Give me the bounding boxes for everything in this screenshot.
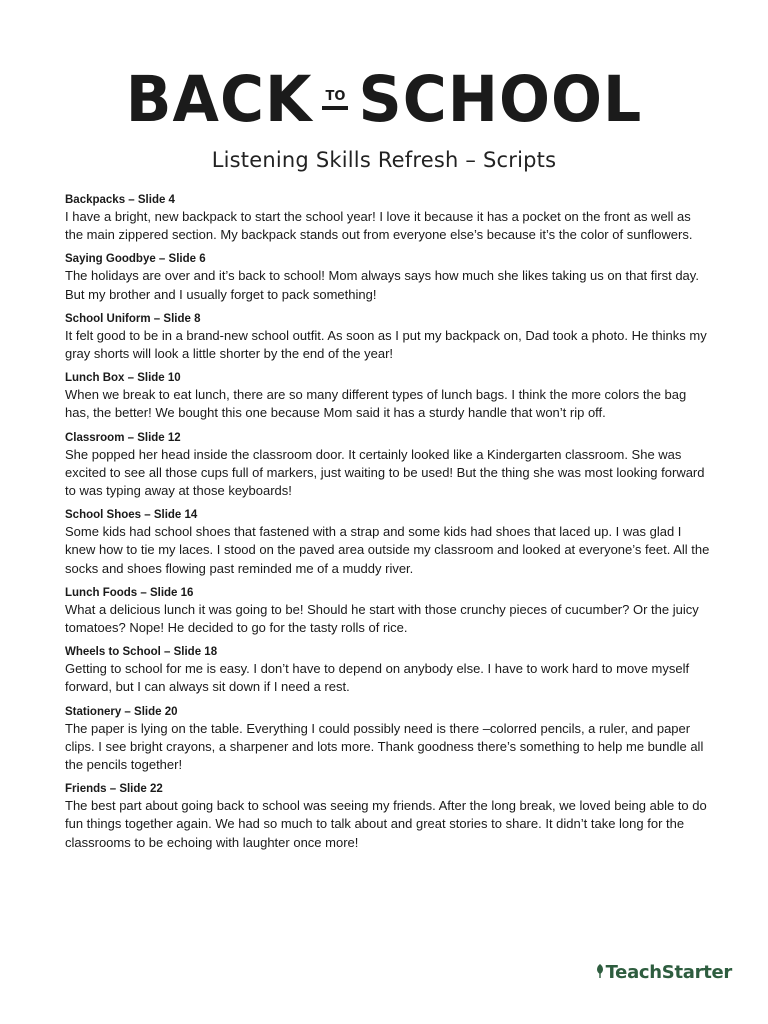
script-heading: Saying Goodbye – Slide 6 bbox=[65, 253, 206, 266]
script-text: When we break to eat lunch, there are so many different types of lunch bags. I think the more colors the bag has, the better! We bought this one because Mom said it has a sturdy handle that won’t rip off. bbox=[65, 387, 687, 421]
script-heading: Classroom – Slide 12 bbox=[65, 431, 181, 444]
script-text: Some kids had school shoes that fastened with a strap and some kids had shoes that laced up. I was glad I knew how to tie my laces. I stood on the paved area outside my classroom and looked at everyone’s feet. All the socks and shoes flowing past reminded me of a muddy river. bbox=[65, 524, 710, 576]
script-heading: School Shoes – Slide 14 bbox=[65, 509, 198, 522]
script-text: I have a bright, new backpack to start the school year! I love it because it has a pocket on the front as well as the main zippered section. My backpack stands out from everyone else’s because it’s the color of sunflowers. bbox=[65, 209, 693, 243]
teachstarter-logo bbox=[595, 962, 732, 983]
logo-text: TeachStarter bbox=[605, 962, 732, 983]
script-heading: Wheels to School – Slide 18 bbox=[65, 646, 218, 659]
script-heading: Stationery – Slide 20 bbox=[65, 705, 178, 718]
script-heading: School Uniform – Slide 8 bbox=[65, 312, 201, 325]
page-title bbox=[0, 63, 768, 137]
title-logotype bbox=[125, 63, 643, 137]
title-back: BACK bbox=[125, 63, 313, 137]
script-lunch-foods bbox=[65, 585, 710, 637]
script-text: The paper is lying on the table. Everything I could possibly need is there –colorred pencils, a ruler, and paper clips. I see bright crayons, a sharpener and lots more. Thank goodness there’s something to help me bundle all the pencils together! bbox=[65, 720, 704, 773]
script-text: Getting to school for me is easy. I don’t have to depend on anybody else. I have to work hard to move myself forward, but I can always sit down if I need a rest. bbox=[65, 661, 690, 695]
script-text: The best part about going back to school was seeing my friends. After the long break, we loved being able to do fun things together again. We had so much to talk about and great stories to share. It didn’t take long for the classrooms to be echoing with laughter once more! bbox=[65, 798, 707, 850]
title-to-underline bbox=[322, 106, 348, 110]
script-school-uniform bbox=[65, 311, 710, 363]
script-friends bbox=[65, 781, 710, 852]
script-text: She popped her head inside the classroom door. It certainly looked like a Kindergarten classroom. She was excited to see all those cups full of markers, just waiting to be used! But the thing she was most looking forward to was typing away at those keyboards! bbox=[65, 446, 705, 499]
script-classroom bbox=[65, 430, 710, 501]
script-lunch-box bbox=[65, 370, 710, 422]
script-heading: Lunch Box – Slide 10 bbox=[65, 372, 181, 385]
script-school-shoes bbox=[65, 507, 710, 578]
leaf-icon bbox=[595, 962, 605, 983]
script-text: It felt good to be in a brand-new school outfit. As soon as I put my backpack on, Dad took a photo. He thinks my gray shorts will look a little shorter by the end of the year! bbox=[65, 327, 707, 362]
script-wheels-to-school bbox=[65, 644, 710, 696]
script-text: What a delicious lunch it was going to be! Should he start with those crunchy pieces of cucumber? Or the juicy tomatoes? Nope! He decided to go for the tasty rolls of rice. bbox=[65, 601, 699, 636]
script-heading: Friends – Slide 22 bbox=[65, 783, 163, 796]
script-text: The holidays are over and it’s back to school! Mom always says how much she likes taking us on that first day. But my brother and I usually forget to pack something! bbox=[65, 268, 699, 302]
script-stationery bbox=[65, 704, 710, 775]
scripts-list bbox=[65, 192, 710, 859]
script-heading: Backpacks – Slide 4 bbox=[65, 194, 175, 206]
script-saying-goodbye bbox=[65, 251, 710, 303]
title-school: SCHOOL bbox=[358, 63, 643, 137]
page-subtitle: Listening Skills Refresh – Scripts bbox=[211, 148, 557, 172]
script-backpacks bbox=[65, 192, 710, 244]
title-to: TO bbox=[322, 90, 348, 110]
script-heading: Lunch Foods – Slide 16 bbox=[65, 586, 194, 599]
